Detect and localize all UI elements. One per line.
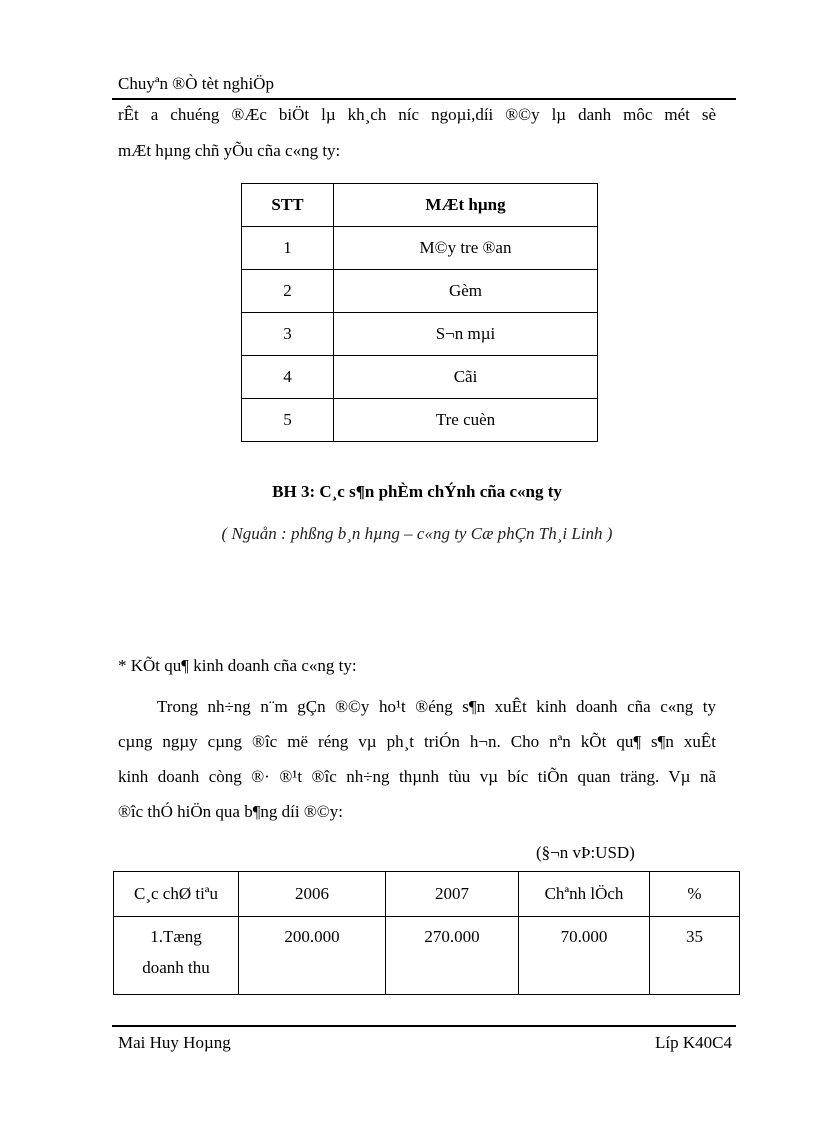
results-table — [113, 871, 740, 995]
products-table-header-row — [242, 184, 598, 227]
row-item: Gèm — [334, 270, 598, 313]
intro-line-2: mÆt hµng chñ yÕu cña c«ng ty: — [118, 141, 341, 160]
cell-2006: 200.000 — [239, 917, 386, 995]
footer-rule — [112, 1025, 736, 1027]
section-para-line-2: cµng ngµy cµng ®îc më réng vµ ph¸t triÓn h¬n. Cho nªn kÕt qu¶ s¶n xuÊt — [118, 732, 716, 751]
cell-difference: 70.000 — [519, 917, 650, 995]
col-header-stt: STT — [242, 184, 334, 227]
section-para-line-4: ®îc thÓ hiÖn qua b¶ng díi ®©y: — [118, 802, 343, 821]
table-source: ( Nguån : phßng b¸n hµng – c«ng ty Cæ phÇn Th¸i Linh ) — [221, 524, 613, 543]
table-row — [242, 270, 598, 313]
footer-author: Mai Huy Hoµng — [118, 1033, 231, 1052]
table-row — [242, 399, 598, 442]
table-caption: BH 3: C¸c s¶n phÈm chÝnh cña c«ng ty — [272, 482, 562, 501]
row-stt: 4 — [242, 356, 334, 399]
table-row — [114, 917, 740, 995]
col-header-2007: 2007 — [386, 872, 519, 917]
col-header-percent: % — [650, 872, 740, 917]
col-header-difference: Chªnh lÖch — [519, 872, 650, 917]
page-header-title: Chuyªn ®Ò tèt nghiÖp — [118, 74, 274, 93]
section-heading: * KÕt qu¶ kinh doanh cña c«ng ty: — [118, 656, 357, 675]
cell-percent: 35 — [650, 917, 740, 995]
row-stt: 2 — [242, 270, 334, 313]
section-para-line-3: kinh doanh còng ®· ®¹t ®îc nh÷ng thµnh tùu vµ bíc tiÕn quan träng. Vµ nã — [118, 767, 716, 786]
section-para-line-1: Trong nh÷ng n¨m gÇn ®©y ho¹t ®éng s¶n xuÊt kinh doanh cña c«ng ty — [157, 697, 716, 716]
row-stt: 1 — [242, 227, 334, 270]
row-stt: 5 — [242, 399, 334, 442]
row-item: Cãi — [334, 356, 598, 399]
table-row — [242, 313, 598, 356]
row-item: Tre cuèn — [334, 399, 598, 442]
results-table-header-row — [114, 872, 740, 917]
cell-indicator: 1.Tæng doanh thu — [114, 917, 239, 995]
cell-2007: 270.000 — [386, 917, 519, 995]
col-header-item: MÆt hµng — [334, 184, 598, 227]
row-item: M©y tre ®an — [334, 227, 598, 270]
intro-line-1: rÊt a chuéng ®Æc biÖt lµ kh¸ch níc ngoµi,díi ®©y lµ danh môc mét sè — [118, 105, 716, 124]
col-header-indicator: C¸c chØ tiªu — [114, 872, 239, 917]
unit-note: (§¬n vÞ:USD) — [536, 843, 635, 862]
products-table — [241, 183, 598, 442]
row-item: S¬n mµi — [334, 313, 598, 356]
table-row — [242, 227, 598, 270]
table-row — [242, 356, 598, 399]
footer-class: Líp K40C4 — [655, 1033, 732, 1052]
row-stt: 3 — [242, 313, 334, 356]
col-header-2006: 2006 — [239, 872, 386, 917]
